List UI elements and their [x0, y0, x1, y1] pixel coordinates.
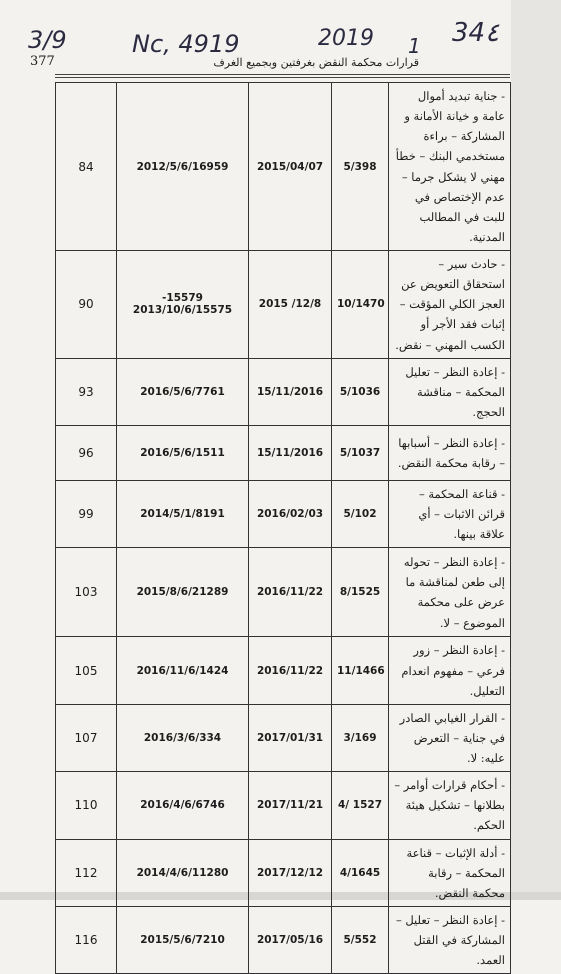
page-cell: 110 [56, 772, 117, 839]
table-row [56, 839, 511, 906]
date-cell: 2016/02/03 [249, 481, 332, 548]
file-number-cell: 2016/5/6/7761 [117, 358, 249, 425]
page-number: 377 [30, 54, 55, 69]
handwritten-annotation-left: 3/9 [28, 26, 67, 54]
page-cell: 105 [56, 637, 117, 704]
handwritten-number: 34٤ [452, 18, 500, 48]
handwritten-mark: 1 [408, 34, 421, 58]
date-cell: 15/11/2016 [249, 358, 332, 425]
decision-number-cell: 5/398 [332, 83, 389, 251]
subject-cell: - القرار الغيابي الصادر في جناية – التعرض عليه: لا. [389, 704, 511, 771]
page-cell: 90 [56, 251, 117, 359]
date-cell: 2016/11/22 [249, 637, 332, 704]
table-row [56, 481, 511, 548]
date-cell: 2015 /12/8 [249, 251, 332, 359]
handwritten-reference-code: Nc, 4919 [132, 30, 240, 58]
date-cell: 2017/11/21 [249, 772, 332, 839]
file-number-cell: 2016/5/6/1511 [117, 426, 249, 481]
subject-cell: - إعادة النظر – زور فرعي – مفهوم انعدام التعليل. [389, 637, 511, 704]
page-cell: 116 [56, 906, 117, 973]
subject-cell: - إعادة النظر – تعليل – المشاركة في القتل العمد. [389, 906, 511, 973]
handwritten-year: 2019 [318, 26, 374, 51]
subject-cell: - حادث سير – استحقاق التعويض عن العجز الكلي المؤقت – إثبات فقد الأجر أو الكسب المهني – نقض. [389, 251, 511, 359]
subject-cell: - إعادة النظر – تعليل المحكمة – مناقشة الحجج. [389, 358, 511, 425]
table-row [56, 772, 511, 839]
decision-number-cell: 5/1037 [332, 426, 389, 481]
file-number-cell: 2012/5/6/16959 [117, 83, 249, 251]
date-cell: 2017/12/12 [249, 839, 332, 906]
decision-number-cell: 4/ 1527 [332, 772, 389, 839]
subject-cell: - جناية تبديد أموال عامة و خيانة الأمانة و المشاركة – براءة مستخدمي البنك – خطأ مهني لا يشكل جرما – عدم الإختصاص في للبت في المطالب المدنية. [389, 83, 511, 251]
table-row [56, 704, 511, 771]
decision-number-cell: 8/1525 [332, 548, 389, 637]
page-cell: 99 [56, 481, 117, 548]
decision-number-cell: 5/1036 [332, 358, 389, 425]
subject-cell: - إعادة النظر – تحوله إلى طعن لمناقشة ما عرض على محكمة الموضوع – لا. [389, 548, 511, 637]
date-cell: 15/11/2016 [249, 426, 332, 481]
file-number-cell: 2016/11/6/1424 [117, 637, 249, 704]
table-row [56, 358, 511, 425]
table-row [56, 906, 511, 973]
page-cell: 84 [56, 83, 117, 251]
page-cell: 107 [56, 704, 117, 771]
subject-cell: - أدلة الإثبات – قناعة المحكمة – رقابة محكمة النقض. [389, 839, 511, 906]
running-header: قرارات محكمة النقض بغرفتين وبجميع الغرف [213, 56, 419, 69]
table-row [56, 637, 511, 704]
decision-number-cell: 10/1470 [332, 251, 389, 359]
date-cell: 2017/05/16 [249, 906, 332, 973]
file-number-cell: 2015/5/6/7210 [117, 906, 249, 973]
subject-cell: - إعادة النظر – أسبابها – رقابة محكمة النقض. [389, 426, 511, 481]
file-number-cell: 2014/5/1/8191 [117, 481, 249, 548]
header-rule [55, 74, 510, 78]
file-number-cell: 2015/8/6/21289 [117, 548, 249, 637]
table-row [56, 83, 511, 251]
date-cell: 2016/11/22 [249, 548, 332, 637]
decision-number-cell: 3/169 [332, 704, 389, 771]
date-cell: 2015/04/07 [249, 83, 332, 251]
decisions-table [55, 82, 511, 974]
subject-cell: - أحكام قرارات أوامر – بطلانها – تشكيل هيئة الحكم. [389, 772, 511, 839]
date-cell: 2017/01/31 [249, 704, 332, 771]
page-cell: 93 [56, 358, 117, 425]
file-number-cell: 2014/4/6/11280 [117, 839, 249, 906]
decision-number-cell: 11/1466 [332, 637, 389, 704]
scan-page-edge [511, 0, 561, 900]
decision-number-cell: 5/102 [332, 481, 389, 548]
page-cell: 96 [56, 426, 117, 481]
table-row [56, 548, 511, 637]
table-row [56, 251, 511, 359]
page-cell: 112 [56, 839, 117, 906]
subject-cell: - قناعة المحكمة – قرائن الاثبات – أي علاقة بينها. [389, 481, 511, 548]
table-row [56, 426, 511, 481]
decision-number-cell: 5/552 [332, 906, 389, 973]
file-number-cell: 2016/4/6/6746 [117, 772, 249, 839]
file-number-cell: -15579 2013/10/6/15575 [117, 251, 249, 359]
file-number-cell: 2016/3/6/334 [117, 704, 249, 771]
page-cell: 103 [56, 548, 117, 637]
decision-number-cell: 4/1645 [332, 839, 389, 906]
